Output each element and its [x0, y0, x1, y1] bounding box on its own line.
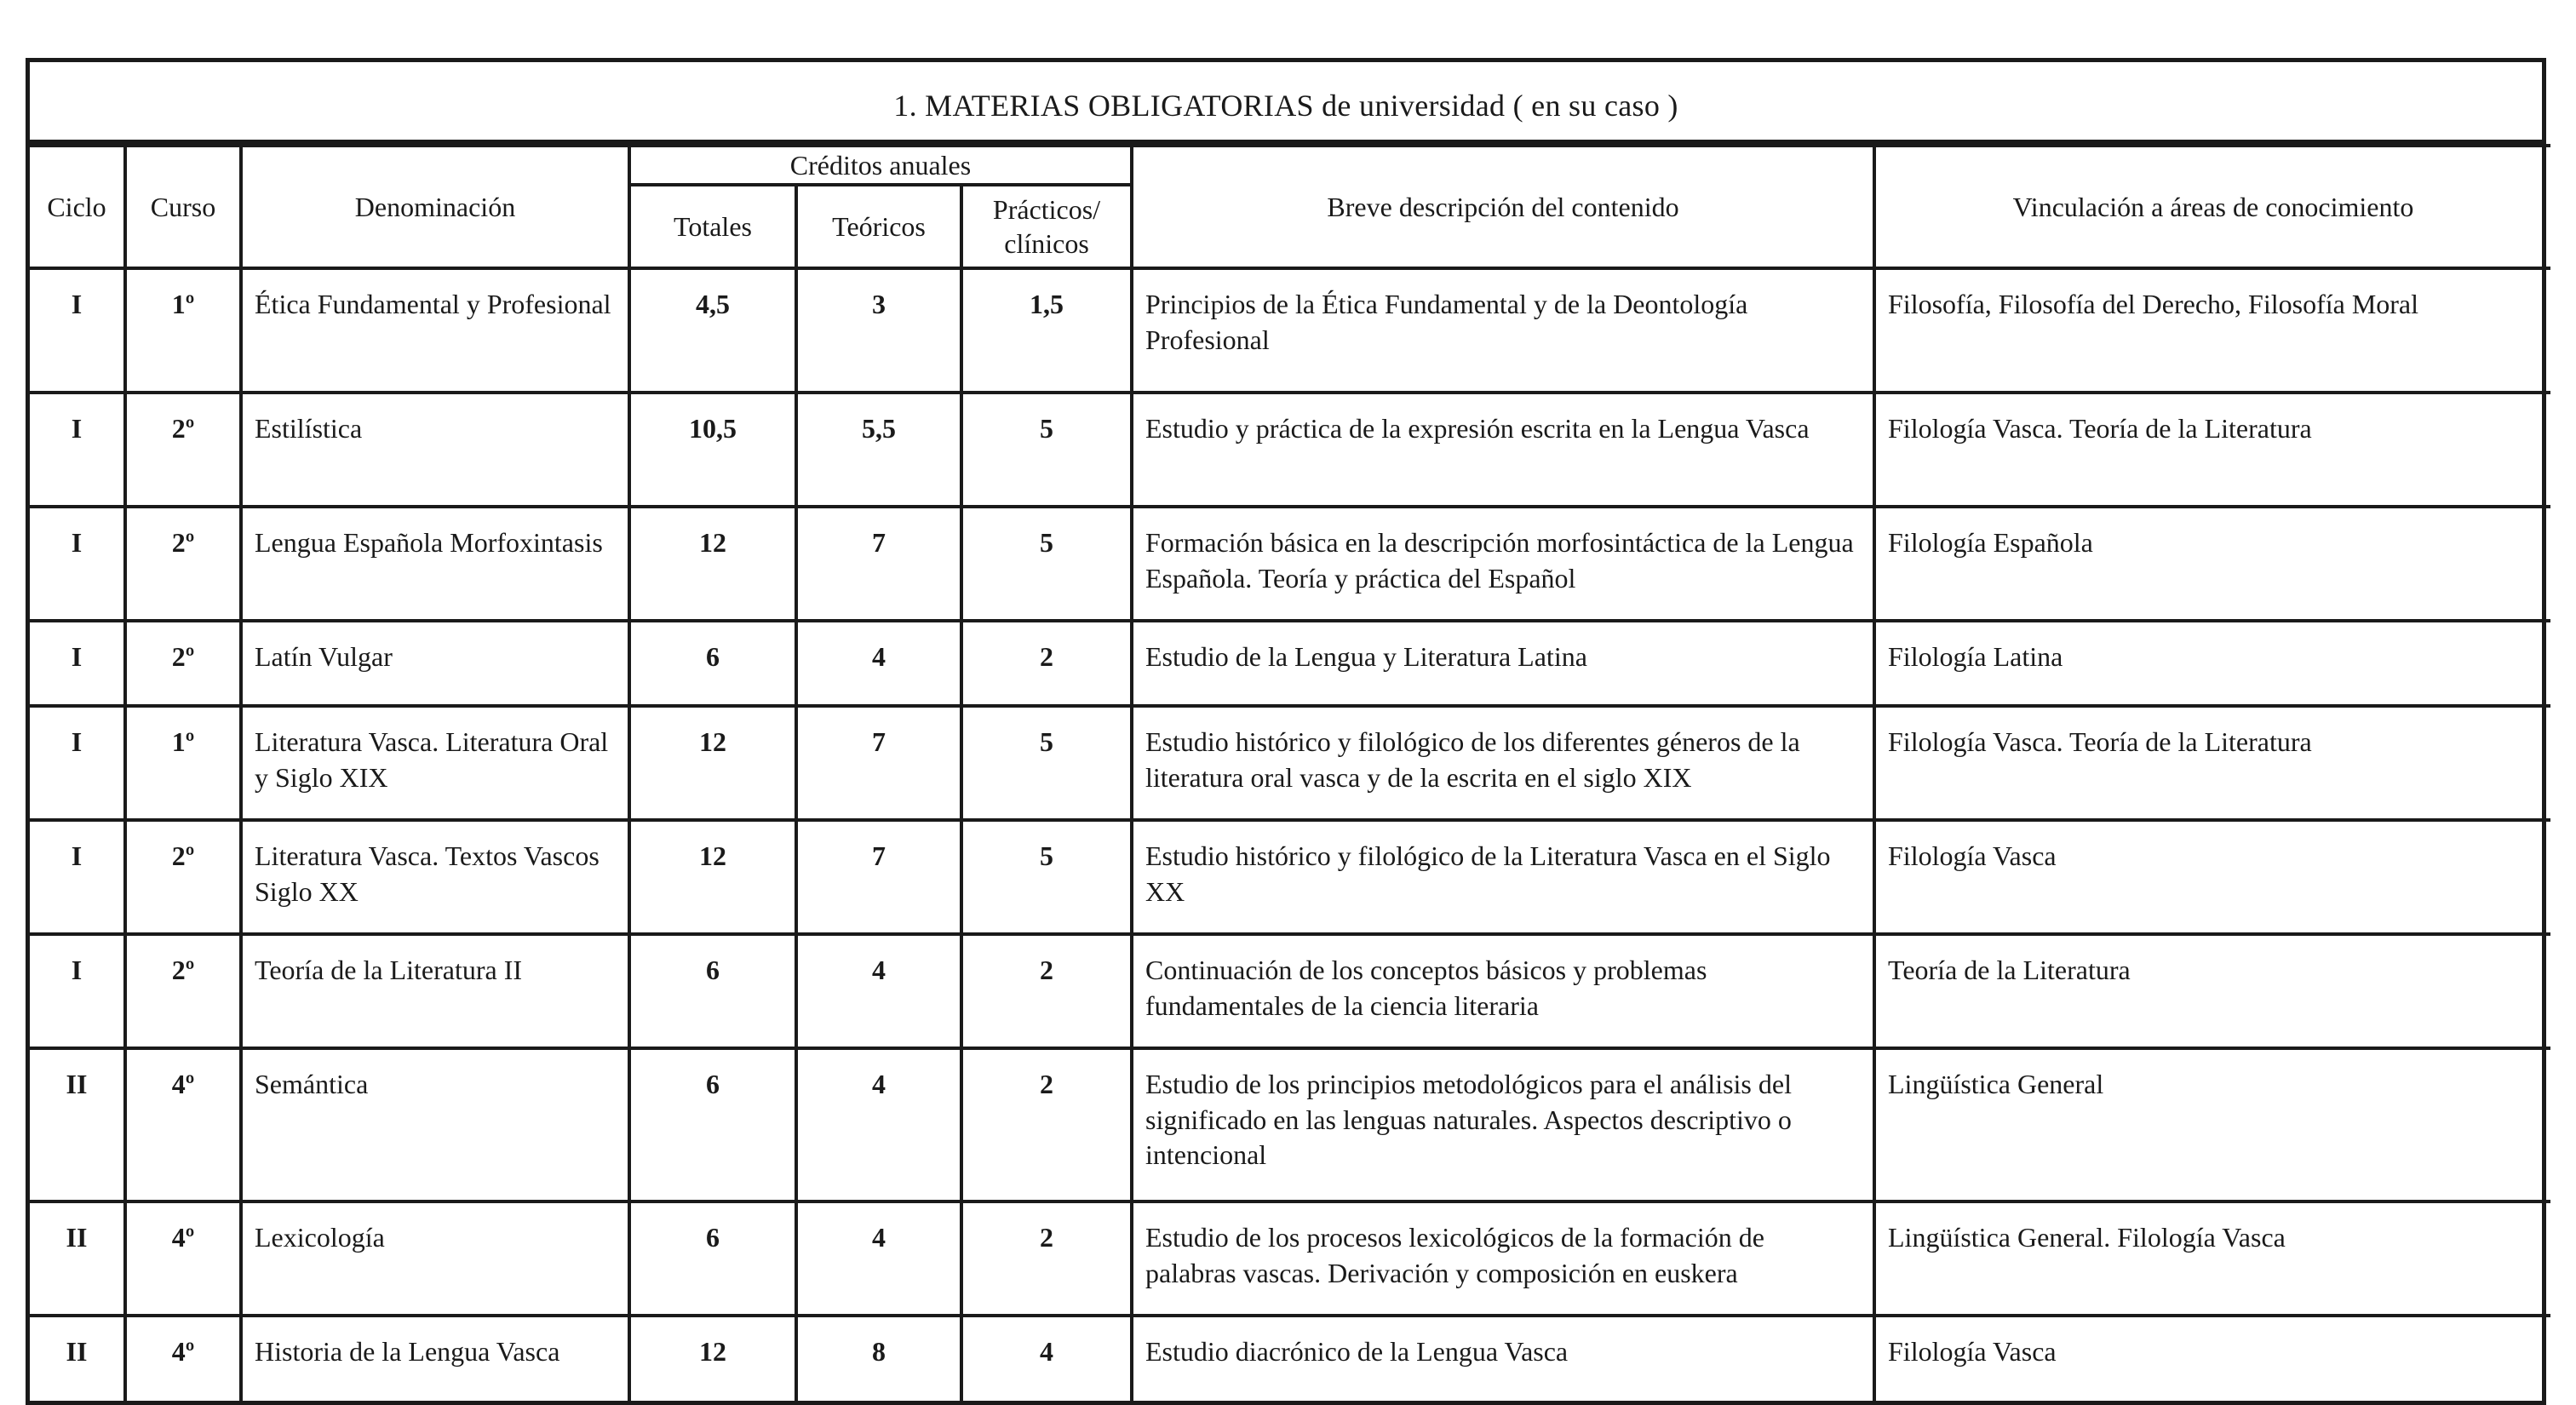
header-teoricos: Teóricos [796, 185, 961, 268]
cell-descripcion: Continuación de los conceptos básicos y problemas fundamentales de la ciencia literaria [1132, 934, 1874, 1048]
table-body [30, 268, 2550, 1401]
cell-curso: 2º [125, 820, 241, 934]
header-descripcion: Breve descripción del contenido [1132, 146, 1874, 268]
cell-vinculacion: Filosofía, Filosofía del Derecho, Filosofía Moral [1874, 268, 2550, 393]
cell-practicos: 5 [961, 820, 1132, 934]
cell-denominacion: Historia de la Lengua Vasca [241, 1316, 629, 1401]
header-creditos-anuales: Créditos anuales [629, 146, 1132, 185]
cell-vinculacion: Filología Latina [1874, 621, 2550, 706]
cell-totales: 12 [629, 820, 796, 934]
cell-totales: 12 [629, 507, 796, 621]
cell-teoricos: 7 [796, 706, 961, 820]
table-header [30, 146, 2550, 268]
table-row [30, 621, 2550, 706]
cell-denominacion: Teoría de la Literatura II [241, 934, 629, 1048]
cell-totales: 12 [629, 706, 796, 820]
cell-descripcion: Estudio y práctica de la expresión escrita en la Lengua Vasca [1132, 393, 1874, 507]
subjects-table [30, 144, 2550, 1401]
cell-denominacion: Lengua Española Morfoxintasis [241, 507, 629, 621]
cell-vinculacion: Filología Vasca. Teoría de la Literatura [1874, 393, 2550, 507]
table-row [30, 934, 2550, 1048]
cell-curso: 1º [125, 268, 241, 393]
cell-denominacion: Estilística [241, 393, 629, 507]
cell-teoricos: 3 [796, 268, 961, 393]
cell-denominacion: Semántica [241, 1048, 629, 1201]
subjects-document [26, 58, 2546, 1405]
cell-descripcion: Estudio diacrónico de la Lengua Vasca [1132, 1316, 1874, 1401]
cell-descripcion: Principios de la Ética Fundamental y de la Deontología Profesional [1132, 268, 1874, 393]
table-row [30, 393, 2550, 507]
cell-curso: 2º [125, 507, 241, 621]
cell-vinculacion: Filología Española [1874, 507, 2550, 621]
cell-teoricos: 4 [796, 621, 961, 706]
cell-totales: 6 [629, 934, 796, 1048]
cell-curso: 2º [125, 621, 241, 706]
cell-teoricos: 7 [796, 507, 961, 621]
cell-descripcion: Estudio de los principios metodológicos para el análisis del significado en las lenguas naturales. Aspectos descriptivo o intencional [1132, 1048, 1874, 1201]
cell-totales: 6 [629, 1048, 796, 1201]
cell-totales: 12 [629, 1316, 796, 1401]
cell-denominacion: Latín Vulgar [241, 621, 629, 706]
cell-ciclo: I [30, 706, 125, 820]
header-ciclo: Ciclo [30, 146, 125, 268]
cell-ciclo: I [30, 268, 125, 393]
cell-totales: 10,5 [629, 393, 796, 507]
table-row [30, 706, 2550, 820]
cell-denominacion: Ética Fundamental y Profesional [241, 268, 629, 393]
cell-practicos: 5 [961, 706, 1132, 820]
cell-denominacion: Literatura Vasca. Literatura Oral y Siglo XIX [241, 706, 629, 820]
cell-teoricos: 5,5 [796, 393, 961, 507]
header-vinculacion: Vinculación a áreas de conocimiento [1874, 146, 2550, 268]
cell-ciclo: I [30, 820, 125, 934]
cell-teoricos: 4 [796, 934, 961, 1048]
cell-curso: 4º [125, 1048, 241, 1201]
cell-practicos: 5 [961, 393, 1132, 507]
cell-ciclo: I [30, 934, 125, 1048]
header-practicos: Prácticos/ clínicos [961, 185, 1132, 268]
cell-ciclo: II [30, 1201, 125, 1316]
cell-denominacion: Literatura Vasca. Textos Vascos Siglo XX [241, 820, 629, 934]
cell-curso: 4º [125, 1316, 241, 1401]
cell-curso: 2º [125, 934, 241, 1048]
table-row [30, 820, 2550, 934]
cell-practicos: 4 [961, 1316, 1132, 1401]
cell-vinculacion: Filología Vasca [1874, 820, 2550, 934]
cell-vinculacion: Filología Vasca. Teoría de la Literatura [1874, 706, 2550, 820]
cell-vinculacion: Lingüística General. Filología Vasca [1874, 1201, 2550, 1316]
cell-totales: 4,5 [629, 268, 796, 393]
cell-totales: 6 [629, 621, 796, 706]
cell-ciclo: II [30, 1316, 125, 1401]
table-row [30, 1048, 2550, 1201]
header-curso: Curso [125, 146, 241, 268]
cell-descripcion: Estudio histórico y filológico de la Literatura Vasca en el Siglo XX [1132, 820, 1874, 934]
cell-curso: 2º [125, 393, 241, 507]
cell-ciclo: II [30, 1048, 125, 1201]
cell-vinculacion: Teoría de la Literatura [1874, 934, 2550, 1048]
cell-denominacion: Lexicología [241, 1201, 629, 1316]
cell-descripcion: Estudio histórico y filológico de los diferentes géneros de la literatura oral vasca y de la escrita en el siglo XIX [1132, 706, 1874, 820]
cell-practicos: 2 [961, 1048, 1132, 1201]
cell-practicos: 2 [961, 1201, 1132, 1316]
table-row [30, 1316, 2550, 1401]
cell-curso: 1º [125, 706, 241, 820]
table-row [30, 507, 2550, 621]
cell-ciclo: I [30, 621, 125, 706]
cell-ciclo: I [30, 393, 125, 507]
header-denominacion: Denominación [241, 146, 629, 268]
cell-practicos: 2 [961, 621, 1132, 706]
cell-descripcion: Estudio de la Lengua y Literatura Latina [1132, 621, 1874, 706]
cell-descripcion: Estudio de los procesos lexicológicos de la formación de palabras vascas. Derivación y composición en euskera [1132, 1201, 1874, 1316]
document-title: 1. MATERIAS OBLIGATORIAS de universidad ( en su caso ) [30, 62, 2542, 144]
cell-teoricos: 7 [796, 820, 961, 934]
cell-teoricos: 8 [796, 1316, 961, 1401]
cell-curso: 4º [125, 1201, 241, 1316]
cell-ciclo: I [30, 507, 125, 621]
cell-teoricos: 4 [796, 1201, 961, 1316]
cell-practicos: 2 [961, 934, 1132, 1048]
cell-practicos: 1,5 [961, 268, 1132, 393]
cell-vinculacion: Lingüística General [1874, 1048, 2550, 1201]
header-totales: Totales [629, 185, 796, 268]
cell-descripcion: Formación básica en la descripción morfosintáctica de la Lengua Española. Teoría y práctica del Español [1132, 507, 1874, 621]
cell-teoricos: 4 [796, 1048, 961, 1201]
table-row [30, 1201, 2550, 1316]
cell-vinculacion: Filología Vasca [1874, 1316, 2550, 1401]
cell-practicos: 5 [961, 507, 1132, 621]
cell-totales: 6 [629, 1201, 796, 1316]
table-row [30, 268, 2550, 393]
